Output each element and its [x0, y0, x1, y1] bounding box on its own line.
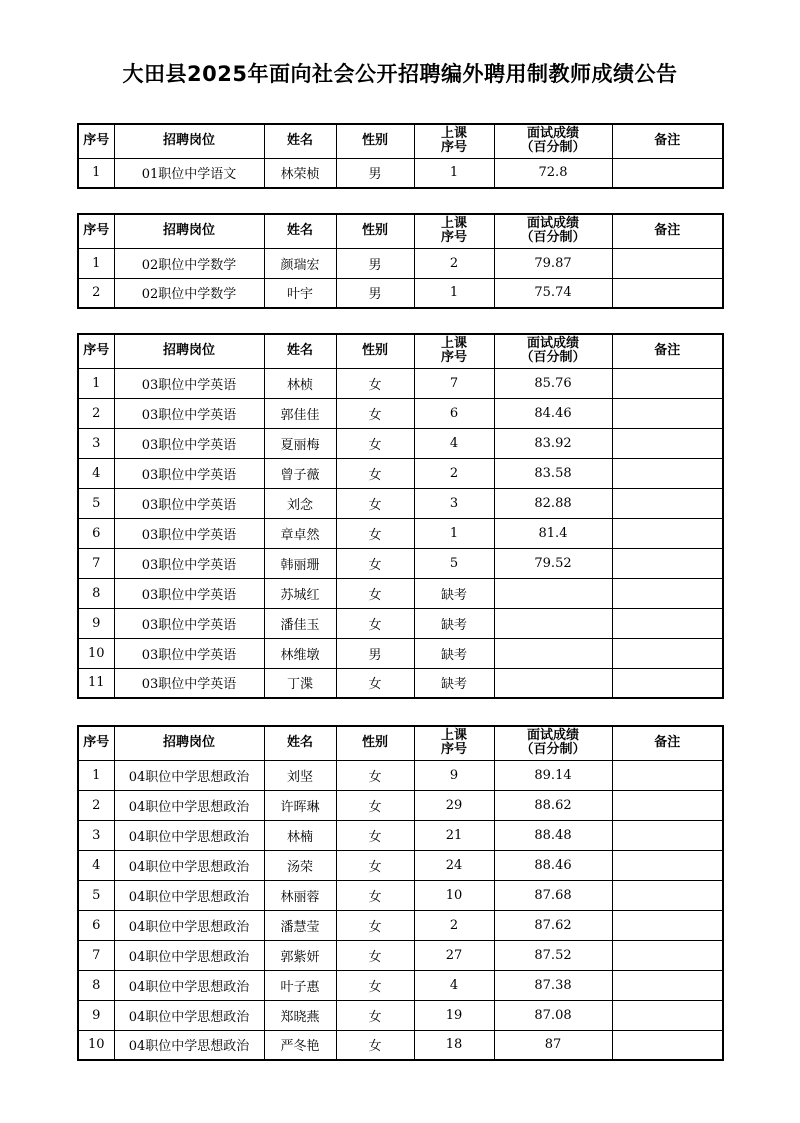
header-score	[494, 124, 612, 158]
cell-name: 叶宇	[264, 278, 336, 308]
header-order-line1: 上课	[440, 216, 467, 232]
cell-name: 郭佳佳	[264, 398, 336, 428]
cell-name: 曾子薇	[264, 458, 336, 488]
cell-score: 82.88	[494, 488, 612, 518]
cell-name: 苏城红	[264, 578, 336, 608]
header-sex: 性别	[336, 334, 414, 368]
cell-score: 87.38	[494, 970, 612, 1000]
cell-sex: 女	[336, 820, 414, 850]
cell-sex: 男	[336, 248, 414, 278]
cell-sex: 女	[336, 790, 414, 820]
cell-score: 88.62	[494, 790, 612, 820]
cell-no: 2	[78, 398, 114, 428]
cell-sex: 男	[336, 638, 414, 668]
table-header-row	[78, 334, 723, 368]
cell-no: 9	[78, 1000, 114, 1030]
cell-note	[612, 398, 723, 428]
header-name: 姓名	[264, 334, 336, 368]
cell-no: 10	[78, 638, 114, 668]
cell-no: 9	[78, 608, 114, 638]
cell-order: 4	[414, 970, 494, 1000]
cell-name: 潘佳玉	[264, 608, 336, 638]
cell-order: 5	[414, 548, 494, 578]
cell-order: 19	[414, 1000, 494, 1030]
cell-order: 7	[414, 368, 494, 398]
cell-no: 1	[78, 248, 114, 278]
cell-name: 郑晓燕	[264, 1000, 336, 1030]
header-post: 招聘岗位	[114, 214, 264, 248]
cell-no: 2	[78, 278, 114, 308]
cell-sex: 女	[336, 578, 414, 608]
cell-no: 4	[78, 850, 114, 880]
cell-name: 潘慧莹	[264, 910, 336, 940]
table-row	[78, 518, 723, 548]
table-row	[78, 368, 723, 398]
cell-note	[612, 548, 723, 578]
header-order-line2: 序号	[440, 140, 467, 156]
cell-name: 夏丽梅	[264, 428, 336, 458]
cell-note	[612, 790, 723, 820]
cell-name: 林荣桢	[264, 158, 336, 188]
table-row	[78, 428, 723, 458]
cell-order: 缺考	[414, 638, 494, 668]
header-no: 序号	[78, 214, 114, 248]
table-row	[78, 910, 723, 940]
cell-order: 3	[414, 488, 494, 518]
header-order-line2: 序号	[440, 742, 467, 758]
cell-post: 03职位中学英语	[114, 428, 264, 458]
cell-note	[612, 578, 723, 608]
cell-score: 87.52	[494, 940, 612, 970]
cell-post: 01职位中学语文	[114, 158, 264, 188]
score-table-02	[77, 213, 724, 309]
cell-score: 81.4	[494, 518, 612, 548]
table-row	[78, 548, 723, 578]
cell-sex: 女	[336, 1000, 414, 1030]
table-row	[78, 278, 723, 308]
page-title: 大田县2025年面向社会公开招聘编外聘用制教师成绩公告	[122, 62, 678, 86]
cell-order: 1	[414, 278, 494, 308]
table-row	[78, 880, 723, 910]
header-score-line1: 面试成绩	[526, 216, 579, 232]
cell-post: 03职位中学英语	[114, 578, 264, 608]
header-score-line1: 面试成绩	[526, 126, 579, 142]
cell-sex: 女	[336, 760, 414, 790]
cell-note	[612, 1000, 723, 1030]
cell-order: 10	[414, 880, 494, 910]
cell-score: 87.62	[494, 910, 612, 940]
cell-post: 03职位中学英语	[114, 638, 264, 668]
table-row	[78, 608, 723, 638]
header-score-line2: （百分制）	[520, 140, 586, 156]
cell-note	[612, 668, 723, 698]
cell-score: 87.08	[494, 1000, 612, 1030]
cell-note	[612, 278, 723, 308]
cell-order: 2	[414, 248, 494, 278]
cell-sex: 男	[336, 278, 414, 308]
cell-sex: 男	[336, 158, 414, 188]
cell-score: 83.92	[494, 428, 612, 458]
cell-post: 04职位中学思想政治	[114, 760, 264, 790]
cell-sex: 女	[336, 488, 414, 518]
cell-score: 89.14	[494, 760, 612, 790]
cell-sex: 女	[336, 668, 414, 698]
cell-order: 缺考	[414, 668, 494, 698]
cell-note	[612, 820, 723, 850]
cell-post: 04职位中学思想政治	[114, 850, 264, 880]
header-score-line2: （百分制）	[520, 742, 586, 758]
cell-sex: 女	[336, 458, 414, 488]
cell-no: 1	[78, 158, 114, 188]
cell-name: 许晖琳	[264, 790, 336, 820]
cell-post: 03职位中学英语	[114, 368, 264, 398]
table-row	[78, 940, 723, 970]
cell-note	[612, 970, 723, 1000]
table-row	[78, 850, 723, 880]
cell-score	[494, 668, 612, 698]
table-row	[78, 970, 723, 1000]
cell-order: 缺考	[414, 578, 494, 608]
cell-no: 11	[78, 668, 114, 698]
table-header-row	[78, 214, 723, 248]
cell-score	[494, 608, 612, 638]
cell-post: 04职位中学思想政治	[114, 820, 264, 850]
score-table-01	[77, 123, 724, 189]
header-order-line1: 上课	[440, 336, 467, 352]
header-score	[494, 726, 612, 760]
cell-name: 韩丽珊	[264, 548, 336, 578]
header-order	[414, 726, 494, 760]
cell-post: 02职位中学数学	[114, 248, 264, 278]
header-score-line1: 面试成绩	[526, 336, 579, 352]
cell-score	[494, 578, 612, 608]
cell-post: 03职位中学英语	[114, 398, 264, 428]
cell-score: 85.76	[494, 368, 612, 398]
cell-note	[612, 428, 723, 458]
cell-no: 8	[78, 970, 114, 1000]
table-row	[78, 158, 723, 188]
cell-post: 03职位中学英语	[114, 668, 264, 698]
header-score-line2: （百分制）	[520, 350, 586, 366]
cell-order: 29	[414, 790, 494, 820]
cell-post: 03职位中学英语	[114, 548, 264, 578]
cell-post: 04职位中学思想政治	[114, 1030, 264, 1060]
header-sex: 性别	[336, 726, 414, 760]
cell-name: 刘念	[264, 488, 336, 518]
cell-order: 6	[414, 398, 494, 428]
table-row	[78, 248, 723, 278]
cell-note	[612, 518, 723, 548]
header-note: 备注	[612, 124, 723, 158]
cell-score: 88.48	[494, 820, 612, 850]
table-header-row	[78, 124, 723, 158]
cell-post: 04职位中学思想政治	[114, 880, 264, 910]
cell-note	[612, 880, 723, 910]
cell-name: 林楠	[264, 820, 336, 850]
table-row	[78, 1030, 723, 1060]
cell-score: 72.8	[494, 158, 612, 188]
cell-post: 04职位中学思想政治	[114, 1000, 264, 1030]
cell-score	[494, 638, 612, 668]
cell-sex: 女	[336, 398, 414, 428]
cell-note	[612, 760, 723, 790]
header-no: 序号	[78, 124, 114, 158]
cell-sex: 女	[336, 850, 414, 880]
cell-order: 21	[414, 820, 494, 850]
header-note: 备注	[612, 214, 723, 248]
header-note: 备注	[612, 726, 723, 760]
cell-no: 3	[78, 428, 114, 458]
cell-order: 24	[414, 850, 494, 880]
table-header-row	[78, 726, 723, 760]
cell-note	[612, 850, 723, 880]
header-sex: 性别	[336, 124, 414, 158]
cell-sex: 女	[336, 428, 414, 458]
cell-sex: 女	[336, 970, 414, 1000]
cell-no: 4	[78, 458, 114, 488]
cell-sex: 女	[336, 910, 414, 940]
cell-name: 叶子惠	[264, 970, 336, 1000]
cell-post: 03职位中学英语	[114, 608, 264, 638]
header-name: 姓名	[264, 214, 336, 248]
table-row	[78, 578, 723, 608]
cell-note	[612, 488, 723, 518]
table-row	[78, 1000, 723, 1030]
cell-name: 刘坚	[264, 760, 336, 790]
cell-name: 林桢	[264, 368, 336, 398]
header-order-line1: 上课	[440, 126, 467, 142]
cell-sex: 女	[336, 608, 414, 638]
header-order	[414, 124, 494, 158]
header-order-line2: 序号	[440, 230, 467, 246]
cell-score: 79.87	[494, 248, 612, 278]
cell-name: 汤荣	[264, 850, 336, 880]
table-row	[78, 790, 723, 820]
cell-note	[612, 608, 723, 638]
header-post: 招聘岗位	[114, 334, 264, 368]
header-order-line2: 序号	[440, 350, 467, 366]
cell-note	[612, 248, 723, 278]
cell-note	[612, 158, 723, 188]
cell-order: 9	[414, 760, 494, 790]
cell-name: 章卓然	[264, 518, 336, 548]
cell-post: 03职位中学英语	[114, 488, 264, 518]
header-score	[494, 334, 612, 368]
table-row	[78, 488, 723, 518]
cell-sex: 女	[336, 368, 414, 398]
cell-sex: 女	[336, 880, 414, 910]
table-row	[78, 820, 723, 850]
cell-note	[612, 910, 723, 940]
table-row	[78, 638, 723, 668]
table-row	[78, 668, 723, 698]
cell-no: 1	[78, 760, 114, 790]
header-order	[414, 214, 494, 248]
cell-no: 7	[78, 548, 114, 578]
score-table-04	[77, 725, 724, 1061]
cell-score: 87.68	[494, 880, 612, 910]
cell-order: 18	[414, 1030, 494, 1060]
cell-post: 04职位中学思想政治	[114, 970, 264, 1000]
score-table-03	[77, 333, 724, 699]
cell-post: 04职位中学思想政治	[114, 910, 264, 940]
cell-post: 04职位中学思想政治	[114, 940, 264, 970]
cell-note	[612, 1030, 723, 1060]
cell-name: 林维墩	[264, 638, 336, 668]
cell-score: 79.52	[494, 548, 612, 578]
header-order-line1: 上课	[440, 728, 467, 744]
cell-no: 6	[78, 910, 114, 940]
cell-order: 2	[414, 458, 494, 488]
cell-note	[612, 940, 723, 970]
cell-order: 1	[414, 158, 494, 188]
cell-name: 林丽蓉	[264, 880, 336, 910]
cell-score: 75.74	[494, 278, 612, 308]
cell-note	[612, 368, 723, 398]
cell-post: 02职位中学数学	[114, 278, 264, 308]
table-row	[78, 398, 723, 428]
cell-no: 10	[78, 1030, 114, 1060]
cell-no: 3	[78, 820, 114, 850]
table-row	[78, 760, 723, 790]
cell-order: 1	[414, 518, 494, 548]
cell-name: 郭紫妍	[264, 940, 336, 970]
cell-note	[612, 638, 723, 668]
header-name: 姓名	[264, 124, 336, 158]
cell-order: 27	[414, 940, 494, 970]
cell-sex: 女	[336, 1030, 414, 1060]
cell-no: 8	[78, 578, 114, 608]
cell-name: 严冬艳	[264, 1030, 336, 1060]
header-no: 序号	[78, 726, 114, 760]
cell-post: 04职位中学思想政治	[114, 790, 264, 820]
cell-no: 2	[78, 790, 114, 820]
cell-post: 03职位中学英语	[114, 458, 264, 488]
cell-name: 颜瑞宏	[264, 248, 336, 278]
header-post: 招聘岗位	[114, 124, 264, 158]
header-post: 招聘岗位	[114, 726, 264, 760]
header-score-line2: （百分制）	[520, 230, 586, 246]
cell-order: 2	[414, 910, 494, 940]
header-note: 备注	[612, 334, 723, 368]
cell-no: 6	[78, 518, 114, 548]
cell-no: 5	[78, 488, 114, 518]
cell-score: 83.58	[494, 458, 612, 488]
cell-note	[612, 458, 723, 488]
header-order	[414, 334, 494, 368]
cell-order: 4	[414, 428, 494, 458]
cell-no: 5	[78, 880, 114, 910]
cell-no: 7	[78, 940, 114, 970]
header-no: 序号	[78, 334, 114, 368]
header-score	[494, 214, 612, 248]
cell-post: 03职位中学英语	[114, 518, 264, 548]
cell-sex: 女	[336, 518, 414, 548]
cell-name: 丁渫	[264, 668, 336, 698]
cell-score: 87	[494, 1030, 612, 1060]
header-score-line1: 面试成绩	[526, 728, 579, 744]
cell-sex: 女	[336, 940, 414, 970]
cell-no: 1	[78, 368, 114, 398]
cell-order: 缺考	[414, 608, 494, 638]
cell-sex: 女	[336, 548, 414, 578]
header-sex: 性别	[336, 214, 414, 248]
cell-score: 88.46	[494, 850, 612, 880]
cell-score: 84.46	[494, 398, 612, 428]
table-row	[78, 458, 723, 488]
header-name: 姓名	[264, 726, 336, 760]
